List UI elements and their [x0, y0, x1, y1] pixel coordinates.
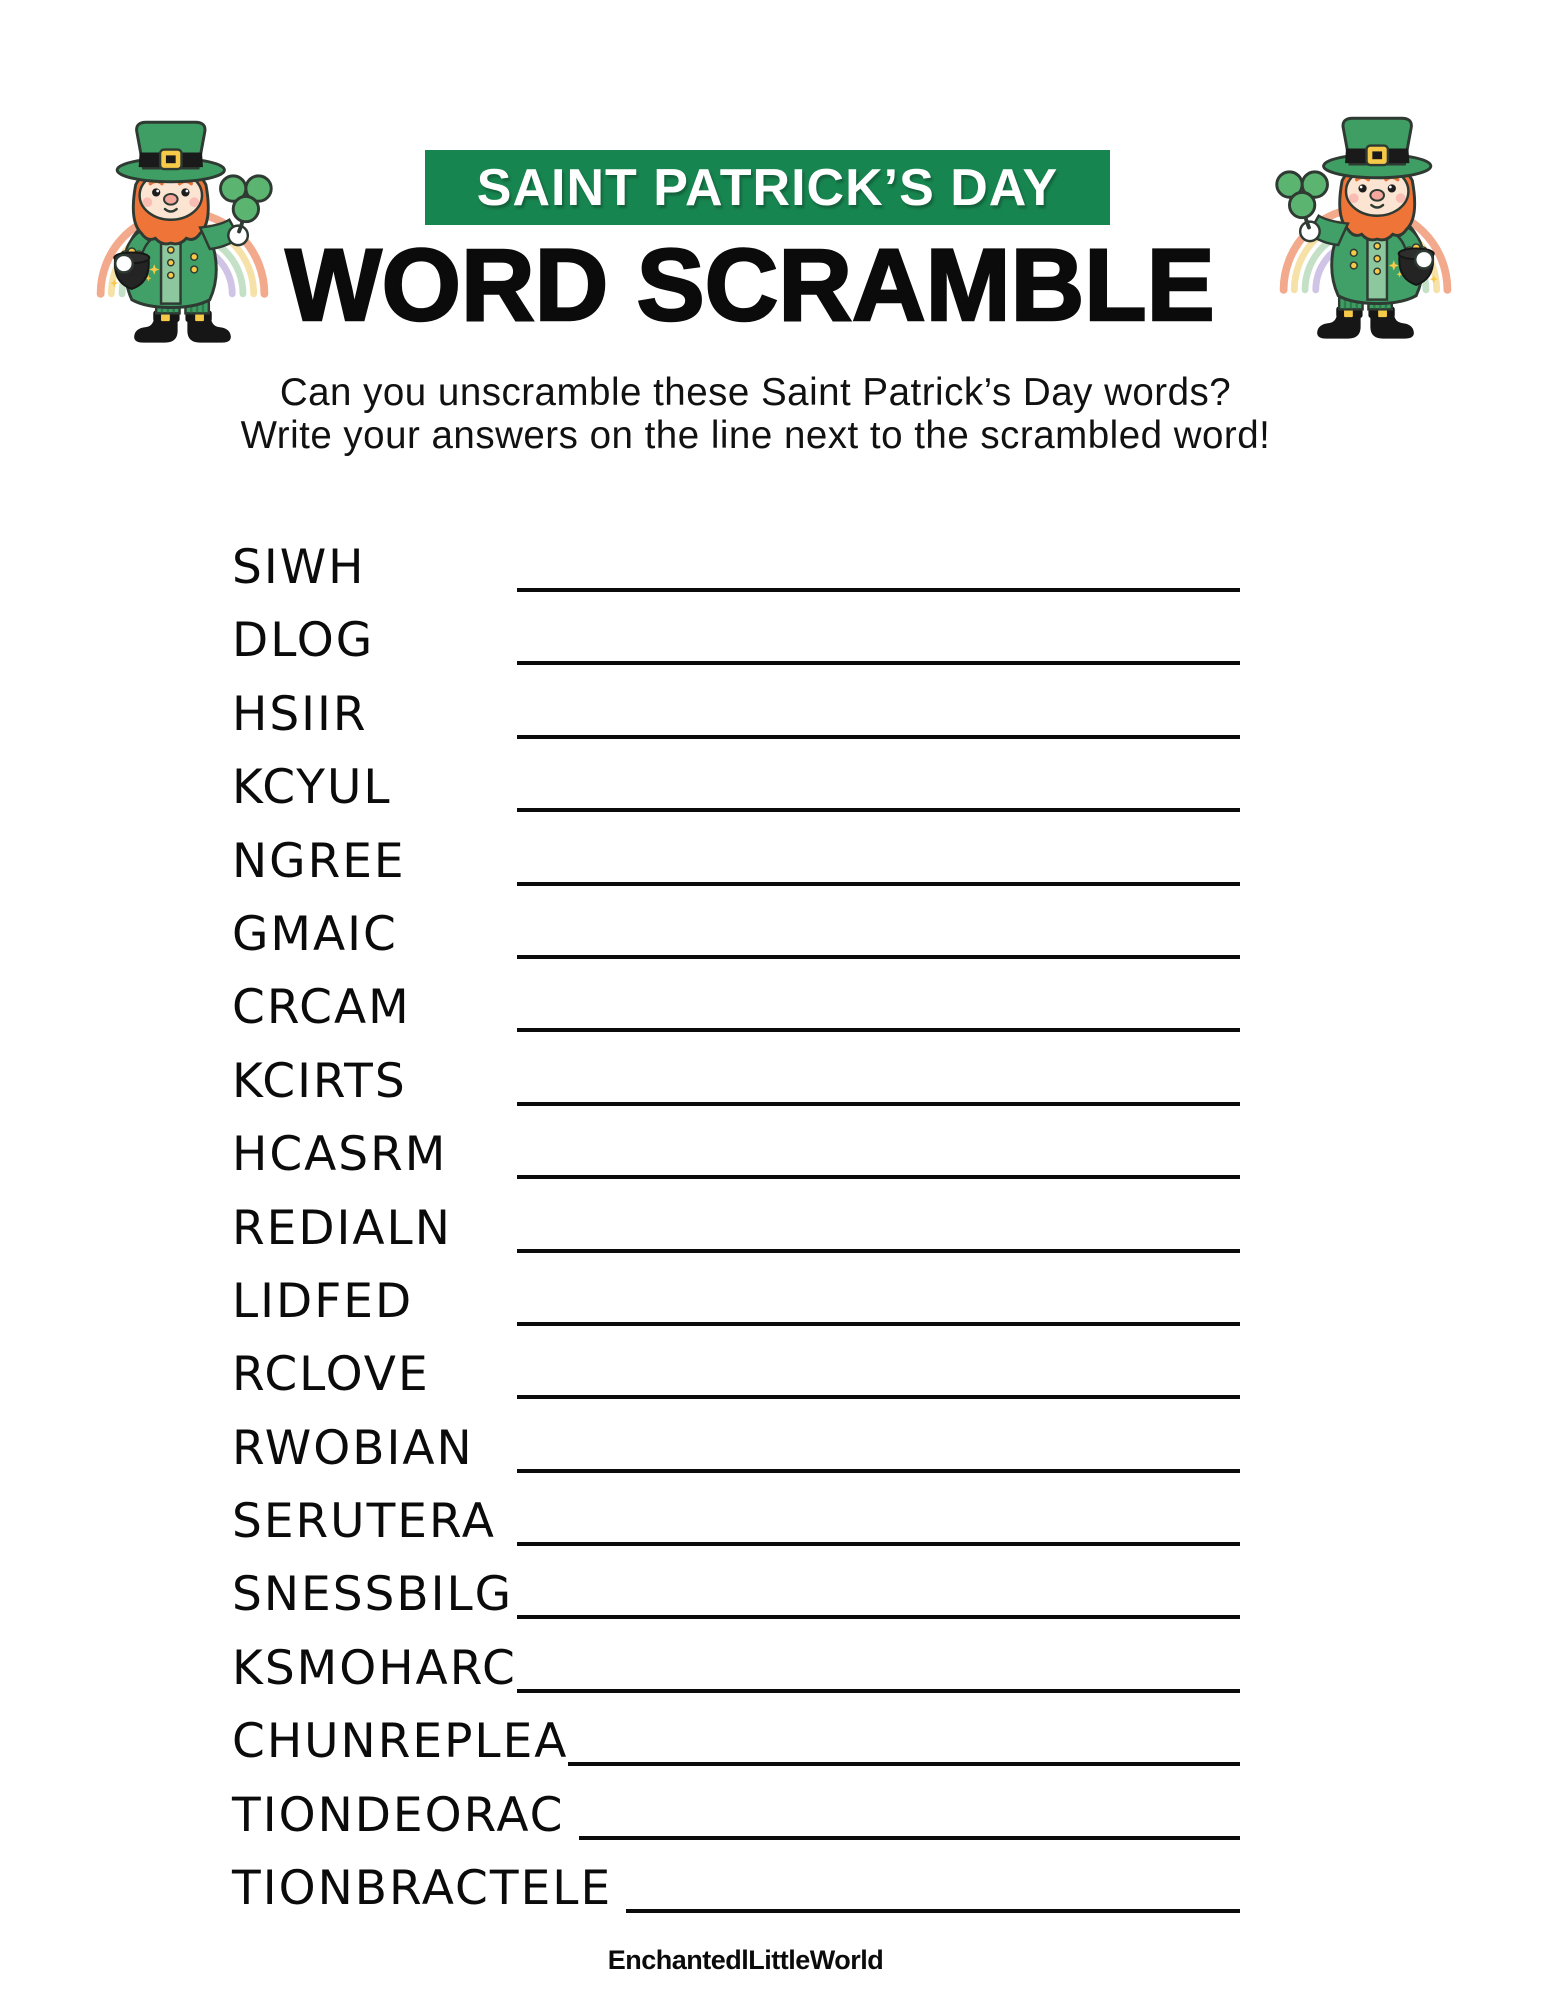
- scrambled-word: DLOG: [232, 613, 375, 669]
- word-row: [232, 1045, 1240, 1118]
- answer-line[interactable]: [517, 1542, 1240, 1546]
- word-row: [232, 898, 1240, 971]
- boots-icon: [134, 309, 231, 342]
- word-row: [232, 604, 1240, 677]
- scrambled-word: HSIIR: [232, 686, 368, 742]
- answer-line[interactable]: [517, 1615, 1240, 1619]
- page-title: WORD SCRAMBLE: [285, 228, 1215, 342]
- instructions-line1: Can you unscramble these Saint Patrick’s Day words?: [279, 371, 1232, 414]
- word-row: [232, 1192, 1240, 1265]
- scrambled-word: TIONBRACTELE: [232, 1861, 613, 1917]
- word-row: [232, 678, 1240, 751]
- scrambled-word: KSMOHARC: [232, 1640, 517, 1696]
- answer-line[interactable]: [517, 661, 1240, 665]
- word-row: [232, 1412, 1240, 1485]
- word-row: [232, 1558, 1240, 1631]
- answer-line[interactable]: [517, 1395, 1240, 1399]
- word-row: [232, 751, 1240, 824]
- answer-line[interactable]: [517, 735, 1240, 739]
- word-row: [232, 1118, 1240, 1191]
- instructions: [0, 371, 1528, 457]
- answer-line[interactable]: [517, 588, 1240, 592]
- word-row: [232, 1632, 1240, 1705]
- answer-line[interactable]: [517, 1689, 1240, 1693]
- scrambled-word: CHUNREPLEA: [232, 1714, 569, 1770]
- banner: [425, 150, 1110, 225]
- scrambled-word: TIONDEORAC: [232, 1787, 565, 1843]
- word-row: [232, 1705, 1240, 1778]
- answer-line[interactable]: [517, 882, 1240, 886]
- scrambled-word: CRCAM: [232, 980, 411, 1036]
- banner-label: SAINT PATRICK’S DAY: [476, 158, 1059, 217]
- scrambled-word: KCIRTS: [232, 1053, 407, 1109]
- scrambled-word: REDIALN: [232, 1200, 452, 1256]
- top-hat-icon: [117, 122, 224, 181]
- answer-line[interactable]: [517, 1322, 1240, 1326]
- answer-line[interactable]: [517, 1102, 1240, 1106]
- word-row: [232, 1265, 1240, 1338]
- scrambled-word: GMAIC: [232, 906, 398, 962]
- word-list: [232, 531, 1240, 1925]
- answer-line[interactable]: [626, 1909, 1240, 1913]
- answer-line[interactable]: [517, 1175, 1240, 1179]
- answer-line[interactable]: [517, 955, 1240, 959]
- answer-line[interactable]: [517, 1469, 1240, 1473]
- answer-line[interactable]: [579, 1836, 1241, 1840]
- scrambled-word: NGREE: [232, 833, 406, 889]
- glove-icon: [115, 255, 133, 273]
- word-row: [232, 971, 1240, 1044]
- word-row: [232, 1779, 1240, 1852]
- answer-line[interactable]: [568, 1762, 1240, 1766]
- scrambled-word: RCLOVE: [232, 1347, 430, 1403]
- word-row: [232, 1485, 1240, 1558]
- answer-line[interactable]: [517, 808, 1240, 812]
- word-row: [232, 1852, 1240, 1925]
- scrambled-word: SNESSBILG: [232, 1567, 514, 1623]
- scrambled-word: LIDFED: [232, 1273, 414, 1329]
- word-row: [232, 531, 1240, 604]
- answer-line[interactable]: [517, 1249, 1240, 1253]
- scrambled-word: SIWH: [232, 540, 366, 595]
- scrambled-word: SERUTERA: [232, 1494, 496, 1550]
- scrambled-word: RWOBIAN: [232, 1420, 474, 1476]
- answer-line[interactable]: [517, 1028, 1240, 1032]
- leprechaun-icon: [1268, 108, 1463, 343]
- footer-credit: EnchantedlLittleWorld: [607, 1945, 884, 1975]
- scrambled-word: HCASRM: [232, 1127, 448, 1183]
- scrambled-word: KCYUL: [232, 760, 392, 816]
- word-row: [232, 825, 1240, 898]
- instructions-line2: Write your answers on the line next to the scrambled word!: [240, 414, 1271, 457]
- leprechaun-illustration-right: [1268, 108, 1463, 343]
- word-row: [232, 1338, 1240, 1411]
